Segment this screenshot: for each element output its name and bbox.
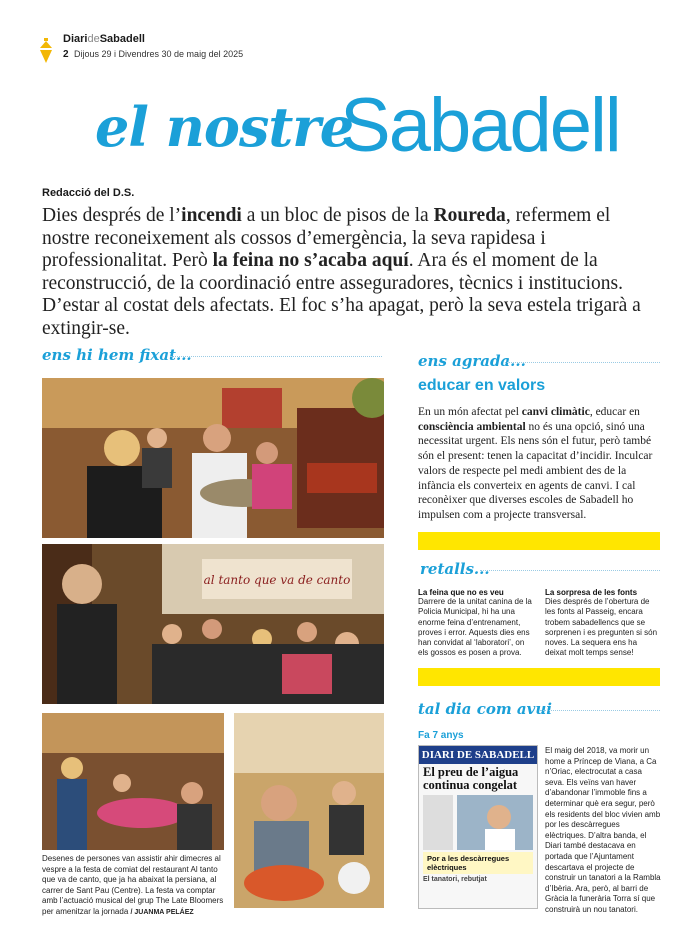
text-run: , refermem el nostre reconeixement als cossos d’emergència, la seva rapidesa i professionalitat. Però (42, 205, 611, 271)
diari-logo-icon (38, 38, 54, 64)
text-run: a un bloc de pisos de la (241, 205, 434, 226)
taldia-body: El maig del 2018, va morir un home a Príncep de Viana, a Ca n’Oriac, electrocutat a casa seva. Els veïns van haver d’abandonar l’immoble fins a determinar què era segur, però els residents del bloc vivien amb por les descàrregues elèctriques. D’altra banda, el Diari també destacava en portada que l’Ajuntament descartava el projecte de construir un tanatori a la Rambla d’Ibèria. Ara, però, al barri de Gràcia la funerària Torra sí que construirà un nou tanatori. (545, 746, 661, 914)
paper-name-a: Diari (63, 33, 88, 45)
retall-item (545, 588, 660, 659)
retall-title: La sorpresa de les fonts (545, 588, 638, 597)
fixat-divider (170, 356, 382, 357)
photo-credit: / JUANMA PELÁEZ (130, 908, 194, 916)
text-run: Dies després de l’ (42, 205, 182, 226)
taldia-divider (540, 710, 660, 711)
text-run: . Ara és el moment de la reconstrucció, de la coordinació entre asseguradores, tècnics i institucions. D’estar al costat dels afectats. El foc s’ha apagat, però la seva estela trigarà a extingir-se. (42, 250, 641, 339)
retall-title: La feina que no es veu (418, 588, 504, 597)
archive-masthead: DIARI DE SABADELL (419, 746, 537, 764)
taldia-heading: tal dia com avui (418, 700, 552, 718)
text-run: la feina no s’acaba aquí (212, 250, 409, 271)
agrada-title: educar en valors (418, 377, 546, 394)
photo-caption-text: Desenes de persones van assistir ahir dimecres al vespre a la festa de comiat del restaurant Al tanto que va de canto, que ja ha abaixat la persiana, al carrer de Sant Pau (Centre). La festa va comptar amb l’actuació musical del grup The Late Bloomers per amenitzar la jornada (42, 854, 224, 916)
agrada-heading: ens agrada... (418, 352, 526, 370)
retalls-divider (480, 570, 660, 571)
archive-front-page (418, 745, 538, 909)
photo-caption (42, 854, 224, 918)
text-run: canvi climàtic (521, 406, 590, 418)
party-photo-1 (42, 378, 384, 538)
section-title-main: Sabadell (340, 83, 620, 168)
archive-subheadline: Por a les descàrregues elèctriques (423, 852, 533, 874)
paper-name-c: Sabadell (99, 33, 145, 45)
issue-date: Dijous 29 i Divendres 30 de maig del 2025 (74, 49, 244, 59)
text-run: En un món afectat pel (418, 406, 522, 418)
agrada-divider (505, 362, 660, 363)
archive-photo (419, 795, 537, 850)
archive-side: El tanatori, rebutjat (423, 876, 487, 883)
page-number: 2 (63, 49, 69, 60)
archive-headline: El preu de l’aigua continua congelat (423, 765, 519, 792)
byline: Redacció del D.S. (42, 187, 135, 199)
party-photo-4 (234, 713, 384, 908)
fixat-heading: ens hi hem fixat... (42, 346, 192, 364)
text-run: incendi (181, 205, 242, 226)
text-run: consciència ambiental (418, 420, 526, 433)
lead-paragraph (42, 205, 662, 340)
text-run: Roureda (433, 205, 506, 226)
paper-name (63, 33, 145, 45)
retalls-heading: retalls... (420, 560, 490, 578)
agrada-body (418, 405, 658, 523)
retall-body: Dies després de l’obertura de les fonts al Passeig, encara trobem sabadellencs que se sorprenen i es pregunten si són noves. La sequera ens ha deixat molt temps sense! (545, 597, 658, 658)
text-run: , educar en (589, 406, 640, 418)
restaurant-sign: al tanto que va de canto (203, 573, 351, 587)
party-photo-3 (42, 713, 224, 850)
party-photo-2 (42, 544, 384, 704)
highlight-bar (418, 668, 660, 686)
retall-item (418, 588, 536, 659)
retall-body: Darrere de la unitat canina de la Policia Municipal, hi ha una enorme feina d’entrenament, proves i error. Aquests dies ens han convidat al ‘laboratori’, on els gossos es posen a prova. (418, 597, 532, 658)
text-run: no és una opció, sinó una necessitat urgent. Els nens són el futur, però també són el present: tenen la capacitat d’incidir. Inculcar valors de respecte pel medi ambient des de la infància els converteix en agents de canvi. I cal reconèixer que diverses escoles de Sabadell ho impulsen com a projecte transversal. (418, 420, 653, 521)
highlight-bar (418, 532, 660, 550)
paper-name-b: de (87, 33, 100, 45)
section-title-script: el nostre (95, 95, 354, 159)
taldia-subheading: Fa 7 anys (418, 730, 464, 741)
